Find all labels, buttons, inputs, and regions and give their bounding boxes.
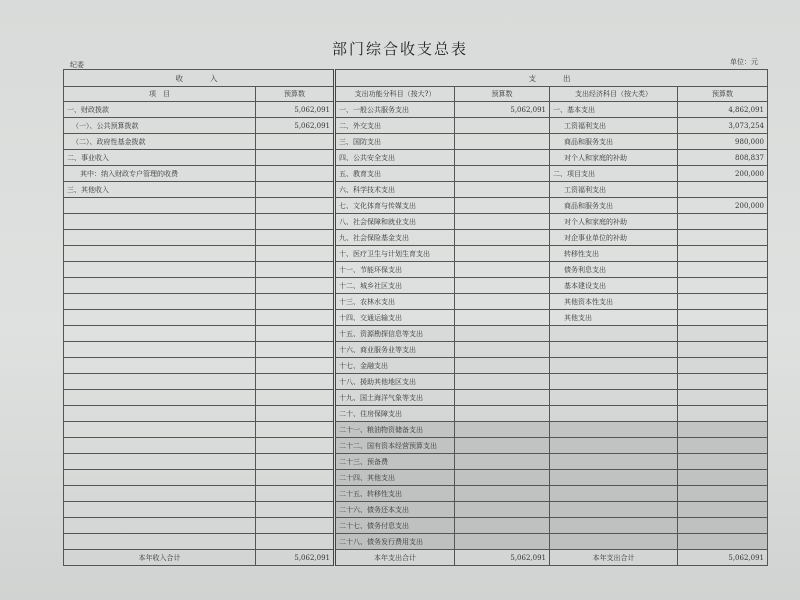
table-row <box>64 406 768 422</box>
income-value-cell <box>256 470 335 486</box>
income-value-cell <box>256 342 335 358</box>
economic-value-cell <box>678 422 768 438</box>
economic-subject-cell: 其他支出 <box>550 310 678 326</box>
table-row <box>64 326 768 342</box>
economic-subject-cell <box>550 390 678 406</box>
income-item-cell <box>64 230 256 246</box>
function-value-cell <box>455 406 550 422</box>
table-row <box>64 278 768 294</box>
economic-value-cell: 980,000 <box>678 134 768 150</box>
table-row <box>64 390 768 406</box>
income-value-cell <box>256 310 335 326</box>
economic-subject-cell <box>550 422 678 438</box>
income-value-cell <box>256 134 335 150</box>
function-subject-cell: 十一、节能环保支出 <box>335 262 455 278</box>
economic-value-cell <box>678 518 768 534</box>
function-subject-cell: 八、社会保障和就业支出 <box>335 214 455 230</box>
function-subject-cell: 五、教育支出 <box>335 166 455 182</box>
income-item-cell <box>64 374 256 390</box>
economic-subject-cell <box>550 470 678 486</box>
totals-row <box>64 550 768 566</box>
income-total-label: 本年收入合计 <box>64 550 256 566</box>
economic-value-cell <box>678 262 768 278</box>
table-row <box>64 166 768 182</box>
function-value-cell <box>455 358 550 374</box>
income-item-cell <box>64 278 256 294</box>
income-item-cell: 二、事业收入 <box>64 150 256 166</box>
function-value-cell <box>455 134 550 150</box>
function-value-cell: 5,062,091 <box>455 102 550 118</box>
function-budget-column-header: 预算数 <box>455 87 550 102</box>
income-value-cell <box>256 518 335 534</box>
function-subject-cell: 二十八、债务发行费用支出 <box>335 534 455 550</box>
function-value-cell <box>455 390 550 406</box>
economic-subject-cell: 其他资本性支出 <box>550 294 678 310</box>
economic-value-cell <box>678 486 768 502</box>
header-row-columns <box>64 87 768 102</box>
income-item-cell <box>64 262 256 278</box>
function-subject-cell: 二、外交支出 <box>335 118 455 134</box>
economic-subject-cell: 基本建设支出 <box>550 278 678 294</box>
income-value-cell <box>256 294 335 310</box>
table-row <box>64 214 768 230</box>
economic-value-cell <box>678 326 768 342</box>
economic-subject-cell: 工资福利支出 <box>550 182 678 198</box>
function-value-cell <box>455 262 550 278</box>
income-item-cell <box>64 438 256 454</box>
table-row <box>64 134 768 150</box>
economic-value-cell: 808,837 <box>678 150 768 166</box>
economic-subject-cell <box>550 406 678 422</box>
income-item-cell <box>64 470 256 486</box>
table-row <box>64 486 768 502</box>
income-value-cell <box>256 182 335 198</box>
economic-subject-cell <box>550 342 678 358</box>
income-item-cell <box>64 326 256 342</box>
income-item-cell: 其中：纳入财政专户管理的收费 <box>64 166 256 182</box>
table-row <box>64 358 768 374</box>
economic-subject-cell <box>550 486 678 502</box>
function-subject-cell: 十四、交通运输支出 <box>335 310 455 326</box>
department-name: 纪委 <box>70 61 84 69</box>
table-row <box>64 470 768 486</box>
economic-subject-cell <box>550 438 678 454</box>
economic-value-cell <box>678 470 768 486</box>
income-value-cell <box>256 454 335 470</box>
function-value-cell <box>455 502 550 518</box>
table-row <box>64 102 768 118</box>
currency-unit: 单位：元 <box>730 58 758 66</box>
income-item-cell <box>64 198 256 214</box>
function-subject-column-header: 支出功能分科目（按大?） <box>335 87 455 102</box>
income-item-cell <box>64 406 256 422</box>
economic-subject-cell <box>550 358 678 374</box>
income-value-cell <box>256 326 335 342</box>
function-value-cell <box>455 182 550 198</box>
economic-value-cell <box>678 294 768 310</box>
economic-total-value: 5,062,091 <box>678 550 768 566</box>
function-value-cell <box>455 118 550 134</box>
function-subject-cell: 十五、资源勘探信息等支出 <box>335 326 455 342</box>
economic-value-cell <box>678 214 768 230</box>
function-subject-cell: 七、文化体育与传媒支出 <box>335 198 455 214</box>
income-value-cell <box>256 278 335 294</box>
economic-subject-cell: 二、项目支出 <box>550 166 678 182</box>
table-row <box>64 534 768 550</box>
economic-subject-cell <box>550 374 678 390</box>
expense-header: 支 出 <box>335 70 768 87</box>
income-item-cell <box>64 502 256 518</box>
economic-value-cell <box>678 182 768 198</box>
economic-subject-cell: 债务利息支出 <box>550 262 678 278</box>
income-value-cell <box>256 422 335 438</box>
function-value-cell <box>455 438 550 454</box>
function-value-cell <box>455 230 550 246</box>
economic-value-cell <box>678 310 768 326</box>
function-subject-cell: 一、一般公共服务支出 <box>335 102 455 118</box>
income-value-cell <box>256 262 335 278</box>
economic-subject-cell: 工资福利支出 <box>550 118 678 134</box>
economic-value-cell: 200,000 <box>678 198 768 214</box>
function-subject-cell: 十六、商业服务业等支出 <box>335 342 455 358</box>
economic-value-cell <box>678 534 768 550</box>
income-item-cell: （一）、公共预算拨款 <box>64 118 256 134</box>
income-item-cell <box>64 486 256 502</box>
table-row <box>64 118 768 134</box>
table-row <box>64 150 768 166</box>
table-row <box>64 374 768 390</box>
economic-value-cell <box>678 358 768 374</box>
table-row <box>64 198 768 214</box>
income-item-cell: 一、财政拨款 <box>64 102 256 118</box>
function-value-cell <box>455 198 550 214</box>
table-row <box>64 262 768 278</box>
income-value-cell <box>256 406 335 422</box>
economic-subject-cell <box>550 454 678 470</box>
function-subject-cell: 二十五、转移性支出 <box>335 486 455 502</box>
economic-value-cell: 4,862,091 <box>678 102 768 118</box>
income-value-cell <box>256 246 335 262</box>
table-row <box>64 230 768 246</box>
function-value-cell <box>455 294 550 310</box>
function-value-cell <box>455 374 550 390</box>
table-row <box>64 518 768 534</box>
table-row <box>64 422 768 438</box>
page-title: 部门综合收支总表 <box>331 40 468 58</box>
economic-subject-cell: 商品和服务支出 <box>550 134 678 150</box>
function-subject-cell: 三、国防支出 <box>335 134 455 150</box>
economic-subject-column-header: 支出经济科目（按大类） <box>550 87 678 102</box>
function-value-cell <box>455 166 550 182</box>
income-item-cell <box>64 390 256 406</box>
economic-subject-cell <box>550 326 678 342</box>
table-row <box>64 182 768 198</box>
expense-total-label: 本年支出合计 <box>335 550 455 566</box>
function-value-cell <box>455 454 550 470</box>
income-value-cell <box>256 198 335 214</box>
economic-value-cell: 3,073,254 <box>678 118 768 134</box>
economic-value-cell <box>678 230 768 246</box>
table-row <box>64 310 768 326</box>
header-row-sections <box>64 70 768 87</box>
economic-value-cell <box>678 454 768 470</box>
economic-subject-cell: 对个人和家庭的补助 <box>550 214 678 230</box>
table-row <box>64 438 768 454</box>
economic-value-cell: 200,000 <box>678 166 768 182</box>
income-value-cell <box>256 502 335 518</box>
economic-total-label: 本年支出合计 <box>550 550 678 566</box>
function-subject-cell: 十八、援助其他地区支出 <box>335 374 455 390</box>
function-subject-cell: 十九、国土海洋气象等支出 <box>335 390 455 406</box>
function-value-cell <box>455 470 550 486</box>
item-column-header: 项 目 <box>64 87 256 102</box>
income-item-cell: 三、其他收入 <box>64 182 256 198</box>
function-subject-cell: 二十六、债务还本支出 <box>335 502 455 518</box>
function-value-cell <box>455 422 550 438</box>
income-item-cell: （二）、政府性基金拨款 <box>64 134 256 150</box>
income-value-cell: 5,062,091 <box>256 118 335 134</box>
function-value-cell <box>455 278 550 294</box>
summary-table <box>63 69 768 566</box>
income-item-cell <box>64 422 256 438</box>
function-value-cell <box>455 214 550 230</box>
function-subject-cell: 二十七、债务付息支出 <box>335 518 455 534</box>
economic-value-cell <box>678 374 768 390</box>
income-value-cell <box>256 214 335 230</box>
income-item-cell <box>64 310 256 326</box>
function-value-cell <box>455 150 550 166</box>
table-row <box>64 342 768 358</box>
income-item-cell <box>64 534 256 550</box>
function-value-cell <box>455 246 550 262</box>
economic-subject-cell <box>550 518 678 534</box>
income-value-cell <box>256 150 335 166</box>
table-row <box>64 294 768 310</box>
income-item-cell <box>64 246 256 262</box>
function-value-cell <box>455 310 550 326</box>
income-value-cell <box>256 358 335 374</box>
function-value-cell <box>455 342 550 358</box>
economic-subject-cell <box>550 502 678 518</box>
economic-subject-cell: 商品和服务支出 <box>550 198 678 214</box>
income-value-cell <box>256 166 335 182</box>
economic-value-cell <box>678 342 768 358</box>
function-subject-cell: 二十一、粮油物资储备支出 <box>335 422 455 438</box>
function-subject-cell: 十三、农林水支出 <box>335 294 455 310</box>
economic-value-cell <box>678 502 768 518</box>
income-item-cell <box>64 294 256 310</box>
function-subject-cell: 二十二、国有资本经营预算支出 <box>335 438 455 454</box>
income-budget-column-header: 预算数 <box>256 87 335 102</box>
function-subject-cell: 六、科学技术支出 <box>335 182 455 198</box>
income-value-cell <box>256 230 335 246</box>
function-value-cell <box>455 326 550 342</box>
function-subject-cell: 十、医疗卫生与计划生育支出 <box>335 246 455 262</box>
function-subject-cell: 十七、金融支出 <box>335 358 455 374</box>
income-item-cell <box>64 214 256 230</box>
income-item-cell <box>64 518 256 534</box>
income-item-cell <box>64 454 256 470</box>
income-value-cell <box>256 534 335 550</box>
income-header: 收 入 <box>64 70 335 87</box>
income-item-cell <box>64 342 256 358</box>
economic-budget-column-header: 预算数 <box>678 87 768 102</box>
income-value-cell <box>256 374 335 390</box>
income-value-cell <box>256 438 335 454</box>
function-subject-cell: 二十四、其他支出 <box>335 470 455 486</box>
economic-value-cell <box>678 390 768 406</box>
income-item-cell <box>64 358 256 374</box>
income-value-cell: 5,062,091 <box>256 102 335 118</box>
income-value-cell <box>256 390 335 406</box>
table-row <box>64 502 768 518</box>
economic-subject-cell: 对企事业单位的补助 <box>550 230 678 246</box>
expense-total-value: 5,062,091 <box>455 550 550 566</box>
economic-subject-cell: 转移性支出 <box>550 246 678 262</box>
economic-subject-cell <box>550 534 678 550</box>
function-subject-cell: 四、公共安全支出 <box>335 150 455 166</box>
income-value-cell <box>256 486 335 502</box>
function-subject-cell: 九、社会保险基金支出 <box>335 230 455 246</box>
economic-value-cell <box>678 246 768 262</box>
income-total-value: 5,062,091 <box>256 550 335 566</box>
economic-subject-cell: 一、基本支出 <box>550 102 678 118</box>
function-value-cell <box>455 518 550 534</box>
economic-value-cell <box>678 278 768 294</box>
function-subject-cell: 二十、住房保障支出 <box>335 406 455 422</box>
function-value-cell <box>455 486 550 502</box>
function-subject-cell: 十二、城乡社区支出 <box>335 278 455 294</box>
function-subject-cell: 二十三、预备费 <box>335 454 455 470</box>
table-row <box>64 246 768 262</box>
economic-value-cell <box>678 406 768 422</box>
economic-value-cell <box>678 438 768 454</box>
table-row <box>64 454 768 470</box>
economic-subject-cell: 对个人和家庭的补助 <box>550 150 678 166</box>
function-value-cell <box>455 534 550 550</box>
